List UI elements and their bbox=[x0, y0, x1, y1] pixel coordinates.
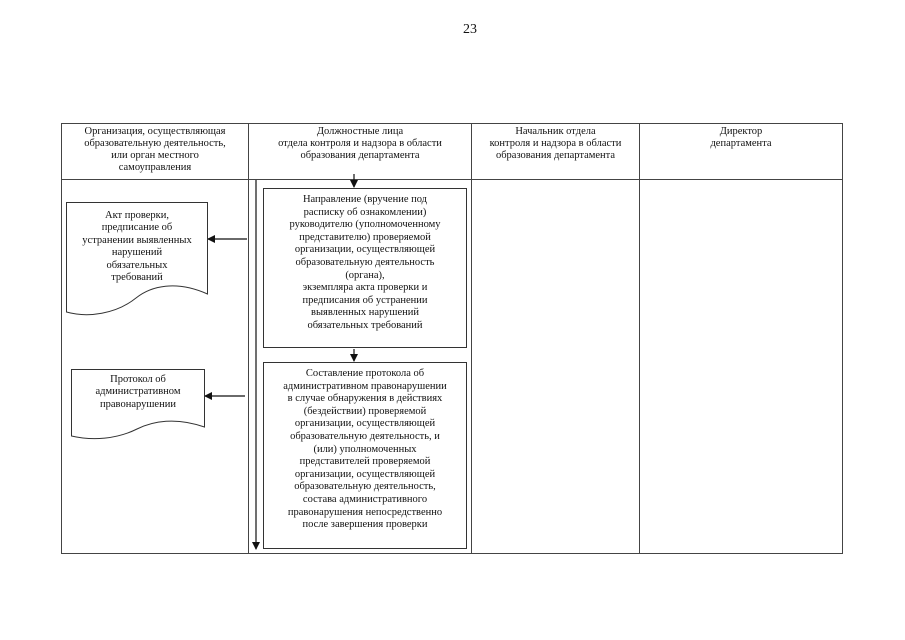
header-line: образования департамента bbox=[300, 150, 420, 161]
header-line: образовательную деятельность, bbox=[84, 138, 226, 149]
step-line: организации, осуществляющей bbox=[294, 418, 436, 430]
step-line: экземпляра акта проверки и bbox=[302, 282, 428, 294]
step-line: (органа), bbox=[345, 269, 385, 281]
step-line: образовательную деятельность, bbox=[294, 481, 436, 493]
header-line: или орган местного bbox=[111, 150, 199, 161]
step-line: после завершения проверки bbox=[302, 519, 428, 531]
document-line: административном bbox=[95, 386, 181, 398]
header-line: Начальник отдела bbox=[515, 126, 596, 137]
page-number: 23 bbox=[463, 22, 477, 37]
step-line: административном правонарушении bbox=[283, 380, 447, 392]
step-line: организации, осуществляющей bbox=[294, 244, 436, 256]
document-text bbox=[71, 374, 205, 411]
step-line: организации, осуществляющей bbox=[294, 468, 436, 480]
document-line: требований bbox=[111, 272, 163, 284]
step-line: образовательную деятельность bbox=[295, 256, 435, 268]
document-line: предписание об bbox=[101, 222, 173, 234]
document-line: устранении выявленных bbox=[82, 234, 192, 246]
step-direction-of-act bbox=[263, 188, 467, 348]
document-line: Акт проверки, bbox=[104, 210, 170, 221]
step-line: (бездействии) проверяемой bbox=[303, 405, 427, 417]
step-line: (или) уполномоченных bbox=[313, 443, 417, 455]
document-act-of-inspection bbox=[66, 202, 208, 316]
step-line: образовательную деятельность, и bbox=[290, 430, 440, 442]
step-line: обязательных требований bbox=[307, 319, 423, 331]
header-line: департамента bbox=[710, 138, 772, 149]
document-line: правонарушении bbox=[100, 398, 176, 410]
header-line: самоуправления bbox=[118, 162, 192, 173]
step-line: представителей проверяемой bbox=[299, 456, 431, 468]
step-protocol-drafting bbox=[263, 362, 467, 549]
step-line: состава административного bbox=[302, 493, 428, 505]
step-line: Составление протокола об bbox=[305, 368, 425, 379]
step-line: предписания об устранении bbox=[302, 294, 428, 306]
header-line: Организация, осуществляющая bbox=[84, 126, 226, 137]
header-line: образования департамента bbox=[495, 150, 616, 161]
step-line: правонарушения непосредственно bbox=[287, 506, 443, 518]
document-line: Протокол об bbox=[110, 374, 166, 385]
step-line: руководителю (уполномоченному bbox=[289, 219, 441, 231]
header-line: отдела контроля и надзора в области bbox=[278, 138, 442, 149]
header-line: контроля и надзора в области bbox=[489, 138, 622, 149]
step-line: представителю) проверяемой bbox=[299, 231, 431, 243]
header-line: Должностные лица bbox=[316, 126, 404, 137]
step-line: расписку об ознакомлении) bbox=[303, 206, 427, 218]
document-line: нарушений bbox=[111, 247, 163, 259]
document-text bbox=[66, 210, 208, 284]
step-line: выявленных нарушений bbox=[311, 307, 419, 319]
document-line: обязательных bbox=[106, 259, 168, 271]
step-line: Направление (вручение под bbox=[302, 194, 428, 205]
document-protocol bbox=[71, 369, 205, 441]
step-line: в случае обнаружения в действиях bbox=[287, 393, 443, 405]
header-line: Директор bbox=[719, 126, 763, 137]
